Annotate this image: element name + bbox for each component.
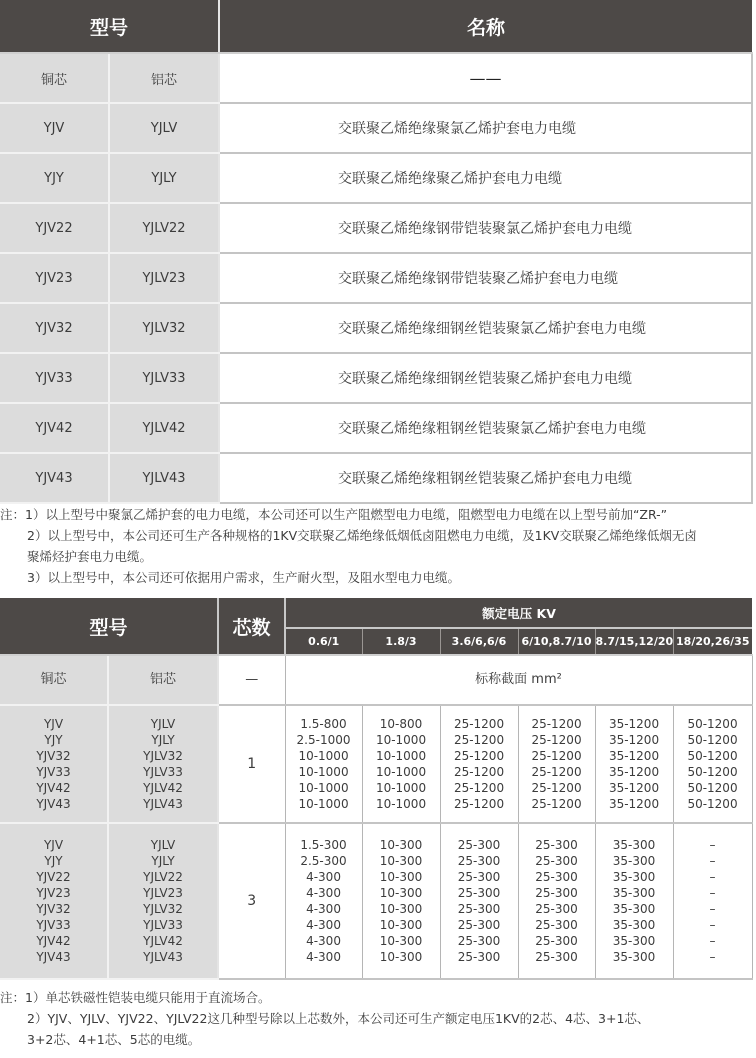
table-row bbox=[0, 403, 752, 453]
voltage-col-0: 0.6/1 bbox=[285, 628, 362, 655]
cable-name: 交联聚乙烯绝缘粗钢丝铠装聚氯乙烯护套电力电缆 bbox=[219, 403, 752, 453]
cell-value: 25-1200 bbox=[453, 781, 505, 795]
cell-value: 25-300 bbox=[535, 886, 578, 900]
table-subheader-row bbox=[0, 655, 752, 705]
cell-value: 25-300 bbox=[457, 934, 501, 948]
table-row bbox=[0, 103, 752, 153]
subheader-name-dash: —— bbox=[219, 53, 752, 103]
header-name: 名称 bbox=[219, 0, 752, 53]
cable-name: 交联聚乙烯绝缘钢带铠装聚氯乙烯护套电力电缆 bbox=[219, 203, 752, 253]
notes-section-2 bbox=[0, 987, 649, 1050]
cell-value: YJLY bbox=[151, 733, 175, 747]
cell-value: YJV32 bbox=[36, 902, 71, 916]
cell-value: 10-300 bbox=[379, 870, 423, 884]
copper-model: YJY bbox=[0, 153, 109, 203]
cell-value: YJV33 bbox=[36, 765, 71, 779]
cell-value: 25-1200 bbox=[453, 749, 505, 763]
cell-value: – bbox=[709, 854, 716, 868]
subheader-nominal-section: 标称截面 mm² bbox=[285, 655, 752, 705]
cell-value: 35-300 bbox=[612, 886, 656, 900]
cell-value: 10-1000 bbox=[298, 797, 349, 811]
subheader-cores-dash: — bbox=[218, 655, 285, 705]
cell-value: 10-300 bbox=[379, 854, 423, 868]
cell-value: 10-300 bbox=[379, 902, 423, 916]
section-range-col-2 bbox=[440, 823, 518, 979]
cell-value: 25-300 bbox=[535, 902, 578, 916]
cell-value: YJV43 bbox=[36, 797, 71, 811]
cell-value: 50-1200 bbox=[687, 733, 738, 747]
table-subheader-row bbox=[0, 53, 752, 103]
aluminum-model: YJLV22 bbox=[109, 203, 219, 253]
cell-value: 35-300 bbox=[612, 918, 656, 932]
cell-value: 25-1200 bbox=[453, 797, 505, 811]
aluminum-model: YJLV43 bbox=[109, 453, 219, 503]
cell-value: 10-1000 bbox=[375, 797, 427, 811]
cell-value: 4-300 bbox=[306, 886, 341, 900]
table-row bbox=[0, 453, 752, 503]
cell-value: YJLV bbox=[150, 717, 176, 731]
section-range-col-1 bbox=[362, 823, 440, 979]
cell-value: 25-300 bbox=[457, 918, 501, 932]
cell-value: YJV22 bbox=[36, 870, 71, 884]
cell-value: 25-300 bbox=[535, 950, 578, 964]
section-range-col-1 bbox=[362, 705, 440, 823]
cell-value: 10-1000 bbox=[298, 749, 349, 763]
voltage-col-1: 1.8/3 bbox=[362, 628, 440, 655]
cell-value: 25-300 bbox=[535, 838, 578, 852]
section-range-col-3 bbox=[518, 823, 595, 979]
note-2: 2）以上型号中，本公司还可生产各种规格的1KV交联聚乙烯绝缘低烟低卤阻燃电力电缆，及1KV交联聚乙烯绝缘低烟无卤 bbox=[27, 528, 697, 543]
note-2: 2）YJV、YJLV、YJV22、YJLV22这几种型号除以上芯数外，本公司还可生产额定电压1KV的2芯、4芯、3+1芯、 bbox=[27, 1011, 650, 1026]
cell-value: 10-1000 bbox=[298, 765, 349, 779]
subheader-copper: 铜芯 bbox=[0, 53, 109, 103]
cable-name: 交联聚乙烯绝缘聚氯乙烯护套电力电缆 bbox=[219, 103, 752, 153]
cell-value: 35-1200 bbox=[608, 749, 660, 763]
section-range-col-4 bbox=[595, 823, 673, 979]
table-row bbox=[0, 253, 752, 303]
cell-value: 10-300 bbox=[379, 838, 423, 852]
note-3: 3）以上型号中，本公司还可依据用户需求，生产耐火型，及阻水型电力电缆。 bbox=[27, 570, 460, 585]
aluminum-model: YJLV33 bbox=[109, 353, 219, 403]
section-range-col-0 bbox=[285, 823, 362, 979]
subheader-copper: 铜芯 bbox=[0, 655, 108, 705]
header-cores: 芯数 bbox=[218, 598, 285, 655]
aluminum-models bbox=[108, 823, 218, 979]
cable-spec-table bbox=[0, 598, 753, 980]
cell-value: YJLV33 bbox=[143, 765, 183, 779]
cell-value: YJLV43 bbox=[143, 797, 183, 811]
cell-value: 35-300 bbox=[612, 934, 656, 948]
header-rated-voltage: 额定电压 KV bbox=[285, 598, 752, 628]
cell-value: YJV32 bbox=[36, 749, 71, 763]
cell-value: 25-300 bbox=[457, 902, 501, 916]
core-count: 3 bbox=[218, 823, 285, 979]
cell-value: 25-300 bbox=[535, 934, 578, 948]
aluminum-model: YJLV32 bbox=[109, 303, 219, 353]
cell-value: 10-800 bbox=[379, 717, 423, 731]
cable-name: 交联聚乙烯绝缘钢带铠装聚乙烯护套电力电缆 bbox=[219, 253, 752, 303]
cell-value: 25-1200 bbox=[531, 733, 582, 747]
section-range-col-5 bbox=[673, 705, 752, 823]
cell-value: 2.5-300 bbox=[300, 854, 347, 868]
aluminum-model: YJLV42 bbox=[109, 403, 219, 453]
cell-value: 4-300 bbox=[306, 918, 341, 932]
cell-value: 25-300 bbox=[457, 886, 501, 900]
cell-value: 10-1000 bbox=[375, 765, 427, 779]
cell-value: 10-1000 bbox=[298, 781, 349, 795]
note-1: 注：1）单芯铁磁性铠装电缆只能用于直流场合。 bbox=[0, 990, 271, 1005]
cell-value: 50-1200 bbox=[687, 797, 738, 811]
cable-name: 交联聚乙烯绝缘聚乙烯护套电力电缆 bbox=[219, 153, 752, 203]
cell-value: 50-1200 bbox=[687, 765, 738, 779]
cell-value: 10-1000 bbox=[375, 733, 427, 747]
header-model: 型号 bbox=[0, 598, 218, 655]
cell-value: YJLV23 bbox=[143, 886, 183, 900]
table-row bbox=[0, 203, 752, 253]
table-header-row bbox=[0, 598, 752, 628]
cell-value: 10-300 bbox=[379, 886, 423, 900]
cell-value: YJLV42 bbox=[143, 781, 183, 795]
cell-value: 35-1200 bbox=[608, 717, 660, 731]
cell-value: – bbox=[709, 934, 716, 948]
table-row bbox=[0, 303, 752, 353]
table-row-group-single-core bbox=[0, 705, 752, 823]
cell-value: 25-1200 bbox=[531, 717, 582, 731]
copper-model: YJV43 bbox=[0, 453, 109, 503]
voltage-col-5: 18/20,26/35 bbox=[673, 628, 752, 655]
cell-value: 35-300 bbox=[612, 870, 656, 884]
voltage-col-2: 3.6/6,6/6 bbox=[440, 628, 518, 655]
notes-section-1 bbox=[0, 504, 697, 588]
cell-value: – bbox=[709, 918, 716, 932]
cable-model-name-table bbox=[0, 0, 753, 504]
header-model: 型号 bbox=[0, 0, 219, 53]
voltage-col-4: 8.7/15,12/20 bbox=[595, 628, 673, 655]
cell-value: 50-1200 bbox=[687, 749, 738, 763]
cell-value: 35-300 bbox=[612, 838, 656, 852]
cell-value: YJY bbox=[44, 854, 63, 868]
section-range-col-3 bbox=[518, 705, 595, 823]
cable-name: 交联聚乙烯绝缘粗钢丝铠装聚乙烯护套电力电缆 bbox=[219, 453, 752, 503]
copper-model: YJV22 bbox=[0, 203, 109, 253]
cell-value: 25-300 bbox=[457, 870, 501, 884]
copper-models bbox=[0, 705, 108, 823]
cell-value: 50-1200 bbox=[687, 781, 738, 795]
cell-value: 1.5-800 bbox=[300, 717, 347, 731]
core-count: 1 bbox=[218, 705, 285, 823]
cell-value: 4-300 bbox=[306, 902, 341, 916]
cell-value: – bbox=[709, 950, 716, 964]
cell-value: 35-1200 bbox=[608, 797, 660, 811]
cell-value: – bbox=[709, 886, 716, 900]
cable-name: 交联聚乙烯绝缘细钢丝铠装聚氯乙烯护套电力电缆 bbox=[219, 303, 752, 353]
table-header-row bbox=[0, 0, 752, 53]
voltage-col-3: 6/10,8.7/10 bbox=[518, 628, 595, 655]
cell-value: 25-1200 bbox=[453, 733, 505, 747]
cell-value: 25-300 bbox=[535, 870, 578, 884]
cell-value: 4-300 bbox=[306, 950, 341, 964]
note-1: 注：1）以上型号中聚氯乙烯护套的电力电缆，本公司还可以生产阻燃型电力电缆，阻燃型电力电缆在以上型号前加“ZR-” bbox=[0, 507, 668, 522]
cell-value: YJLV42 bbox=[143, 934, 183, 948]
aluminum-model: YJLV bbox=[109, 103, 219, 153]
cell-value: YJLV33 bbox=[143, 918, 183, 932]
copper-model: YJV32 bbox=[0, 303, 109, 353]
cell-value: YJV bbox=[43, 838, 64, 852]
cell-value: YJLV43 bbox=[143, 950, 183, 964]
table-row bbox=[0, 153, 752, 203]
copper-model: YJV42 bbox=[0, 403, 109, 453]
cell-value: 25-1200 bbox=[531, 781, 582, 795]
cell-value: 1.5-300 bbox=[300, 838, 347, 852]
cell-value: 25-1200 bbox=[453, 765, 505, 779]
cell-value: – bbox=[709, 838, 716, 852]
cell-value: 4-300 bbox=[306, 870, 341, 884]
cell-value: 2.5-1000 bbox=[296, 733, 351, 747]
cell-value: 10-300 bbox=[379, 934, 423, 948]
section-range-col-2 bbox=[440, 705, 518, 823]
cell-value: 35-1200 bbox=[608, 765, 660, 779]
aluminum-model: YJLY bbox=[109, 153, 219, 203]
cell-value: 35-300 bbox=[612, 902, 656, 916]
cell-value: 25-1200 bbox=[531, 749, 582, 763]
section-range-col-0 bbox=[285, 705, 362, 823]
cell-value: YJV33 bbox=[36, 918, 71, 932]
cell-value: 25-1200 bbox=[531, 765, 582, 779]
cell-value: 4-300 bbox=[306, 934, 341, 948]
cell-value: 10-300 bbox=[379, 918, 423, 932]
section-range-col-5 bbox=[673, 823, 752, 979]
cell-value: – bbox=[709, 902, 716, 916]
cell-value: – bbox=[709, 870, 716, 884]
note-2-cont: 聚烯烃护套电力电缆。 bbox=[27, 549, 153, 564]
subheader-aluminum: 铝芯 bbox=[108, 655, 218, 705]
copper-models bbox=[0, 823, 108, 979]
cell-value: 25-1200 bbox=[531, 797, 582, 811]
cell-value: 10-1000 bbox=[375, 781, 427, 795]
cell-value: 35-300 bbox=[612, 950, 656, 964]
cell-value: YJV43 bbox=[36, 950, 71, 964]
cell-value: 35-300 bbox=[612, 854, 656, 868]
cell-value: 10-1000 bbox=[375, 749, 427, 763]
cell-value: 10-300 bbox=[379, 950, 423, 964]
copper-model: YJV23 bbox=[0, 253, 109, 303]
cell-value: YJLY bbox=[151, 854, 175, 868]
cell-value: YJLV bbox=[150, 838, 176, 852]
table-row-group-three-core bbox=[0, 823, 752, 979]
cell-value: YJV bbox=[43, 717, 64, 731]
cell-value: YJLV32 bbox=[143, 749, 183, 763]
cell-value: YJV42 bbox=[36, 934, 71, 948]
table-row bbox=[0, 353, 752, 403]
cell-value: 25-300 bbox=[457, 950, 501, 964]
cell-value: 25-300 bbox=[457, 854, 501, 868]
cell-value: 25-300 bbox=[535, 854, 578, 868]
section-range-col-4 bbox=[595, 705, 673, 823]
cell-value: 35-1200 bbox=[608, 733, 660, 747]
cell-value: YJY bbox=[44, 733, 63, 747]
cell-value: YJV42 bbox=[36, 781, 71, 795]
aluminum-model: YJLV23 bbox=[109, 253, 219, 303]
cable-name: 交联聚乙烯绝缘细钢丝铠装聚乙烯护套电力电缆 bbox=[219, 353, 752, 403]
aluminum-models bbox=[108, 705, 218, 823]
cell-value: YJLV32 bbox=[143, 902, 183, 916]
cell-value: 50-1200 bbox=[687, 717, 738, 731]
cell-value: YJV23 bbox=[36, 886, 71, 900]
cell-value: 25-1200 bbox=[453, 717, 505, 731]
cell-value: 25-300 bbox=[457, 838, 501, 852]
cell-value: 25-300 bbox=[535, 918, 578, 932]
subheader-aluminum: 铝芯 bbox=[109, 53, 219, 103]
note-2-cont: 3+2芯、4+1芯、5芯的电缆。 bbox=[27, 1032, 201, 1047]
copper-model: YJV33 bbox=[0, 353, 109, 403]
cell-value: YJLV22 bbox=[143, 870, 183, 884]
cell-value: 35-1200 bbox=[608, 781, 660, 795]
copper-model: YJV bbox=[0, 103, 109, 153]
